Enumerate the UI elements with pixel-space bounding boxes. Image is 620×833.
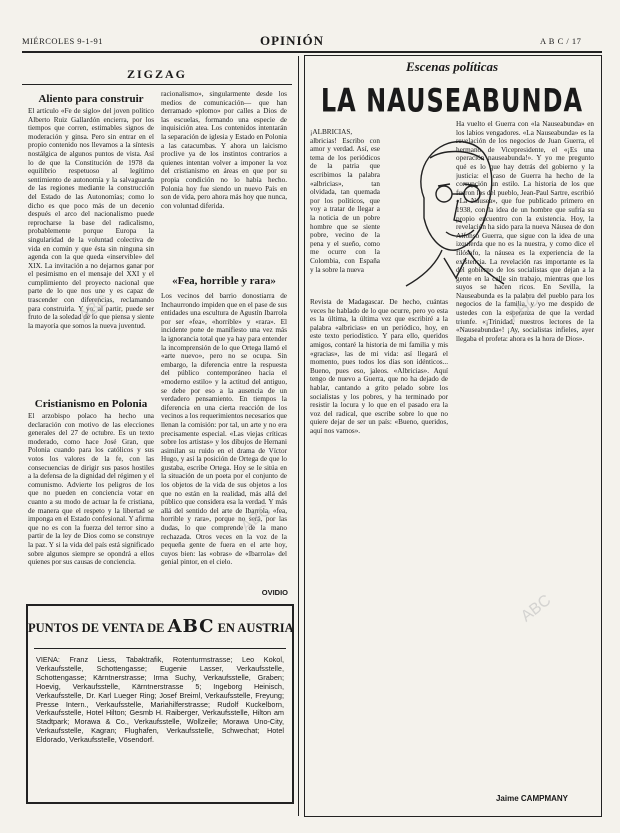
column-divider <box>298 56 299 816</box>
ad-rule <box>34 648 286 649</box>
austria-ad-box <box>26 604 294 804</box>
ad-title-pre: PUNTOS DE VENTA DE <box>28 621 165 635</box>
escenas-signature: Jaime CAMPMANY <box>495 794 568 803</box>
zigzag-s1-body: El artículo «Fe de siglo» del joven político Alberto Ruiz Gallardón encierra, por los tiempos que corren, estimables signos de moderación y ginsa. Pero sin entrar en el propio contenido nos llevamos a la síntesis nostálgica de algunos puntos de vista. Así lo de que la Constitución de 1978 da equilibrio respetuoso al legítimo sentimiento de autonomía y la salvaguarda de las regiones mediante la construcción del Estado de las Autonomías; como lo dicho es que poco más de un decenio después el arco del nacionalismo puede reprocharse la base del radicalismo, probablemente porque Europa la singularidad de la voluntad colectiva de vida en común y que ésta sin ninguna sin agenda con la que queda «inservible» del XIX. La invitación a no dejarnos ganar por el pesimismo en el mensaje del XXI y el cumplimiento del proyecto nacional que parte de lo que nos une y es capaz de trascender con diferencias, reclamando para construirla. Y yo, al partir, puede ser fruto de la soledad de lo que piensa y siente la mayoría que somos la nueva juventud. <box>28 107 154 330</box>
ad-body: VIENA: Franz Liess, Tabaktrafik, Rotenturmstrasse; Leo Kokol, Verkaufsstelle, Schottengasse; Eugenie Lasser, Verkaufsstelle, Schottengasse; Kärntnerstrasse; Irma Suchy, Verkaufsstelle, Graben; Hoevig, Verkaufsstelle, Kärntnerstrasse 5; Ingeborg Heinisch, Verkaufsstelle, Dr. Karl Lueger Ring; Josef Breiml, Verkaufsstelle, Freyung; Presse Intern., Verkaufsstelle, Mariahilferstrasse; Rudolf Kuckelborn, Verkaufsstelle, Hotel Hilton; Gesmb H. Raiberger, Verkaufsstelle, Hilton am Stadtpark; Morawa & Co., Verkaufsstelle, Wollzeile; Morawa Uno-City, Verkaufsstelle, Kagran; Flughafen, Verkaufsstelle, Schwechat; Hotel Eldorado, Verkaufsstelle, Vösendorf. <box>36 656 284 745</box>
escenas-title: LA NAUSEABUNDA <box>320 82 584 120</box>
ad-abc-logo: ABC <box>167 616 215 637</box>
escenas-col2: Ha vuelto el Guerra con «la Nauseabunda» en los labios vengadores. «La Nauseabunda» es la revelación de los negocios de Juan Guerra, el hermano de Vicepresidente, el «¡Es una operación nauseabunda!». Y yo me pregunto qué es lo que hay detrás del gobierno y la justicia: el caso de Guerra ha hecho de la corrupción un estilo. La historia de los que fueron los del pueblo, Jean-Paul Sartre, escribió «La Náusea», que fue publicado primero en 1938, con la idea de un hombre que sufría su propio encuentro con la existencia. Hoy, la revelación ha sido para la nueva Náusea de don Alfonso Guerra, que sigue con la idea de una izquierda que no es la nuestra, y como dice el filósofo, la náusea es la experiencia de la existencia. La revelación ras importante es la del gobierno de los socialistas que dejan a la gente en la calle sin trabajo, mientras que los suyos se hacen ricos. En Sevilla, la Nauseabunda es la palabra del pueblo para los negocios de la familia, y yo me despido de ustedes con la esperanza de que la verdad triunfe. «¡Trinidad, nuestros lectores de la «Nauseabunda»! ¡Ay, socialistas infieles, ayer llegaba el profeta: ahora es la hora de Dios». <box>456 120 594 343</box>
abc-watermark: ABC <box>505 291 543 326</box>
zigzag-title: ZIGZAG <box>126 67 187 81</box>
zigzag-rule <box>22 84 292 85</box>
abc-watermark: ABC <box>237 501 275 536</box>
ad-title <box>28 616 292 637</box>
zigzag-s1-title: Aliento para construir <box>38 93 144 105</box>
escenas-banner: Escenas políticas <box>405 59 499 74</box>
header-rule <box>22 51 602 53</box>
zigzag-s2-title: Cristianismo en Polonia <box>34 398 148 410</box>
escenas-col1: ¡ALBRICIAS, albricias! Escribo con amor y verdad. Así, ese tema de los periódicos de la patria que escribimos la palabra «albricias», tan olvidada, tan quemada por los políticos, que voy a tratar de llegar a la noticia de un pobre hombre que se siente pobre, vecino de la pena y el sueño, como me ocurre con la Colombia, con España y la sobre la nueva <box>310 128 380 274</box>
abc-watermark: ABC <box>517 591 555 626</box>
escenas-col1-cont: Revista de Madagascar. De hecho, cuántas veces he hablado de lo que ocurre, pero yo esta es la última, la última vez que escribiré a la palabra «albricias» en un periódico, hoy, en este texto periodístico. Y para ello, queridos amigos, contaré la historia de mi familia y mis «gracias», las de mi vida: así llegará el momento, pues todos los días son idénticos... Bueno, pues eso, jaleos. «Albricias». Aquí tengo de nuevo a Guerra, que no ha dejado de hablar, cantando a grito pelado sobre los socialistas y los pobres, y ha terminado por resistir la locura y lo que en el pasado era la voz del radical, que escribe sobre lo que no quiere dejar de ser un país: «Bueno, queridos, aquí nos vamos». <box>310 298 448 435</box>
zigzag-signature: OVIDIO <box>261 588 288 597</box>
page-number: A B C / 17 <box>540 36 582 46</box>
zigzag-s4-title: «Fea, horrible y rara» <box>172 275 276 287</box>
zigzag-s3-body: racionalismo», singularmente desde los medios de comunicación— que han derramado «plomo» por calles a Dios de las escuelas, formando una especie de inquisición atea. Los contenidos intentarán la separación de iglesia y Estado en Polonia a las catacumbas. Y ahora un laicismo proclive ya de los instintos contrarios a quienes intentan volver a imponer la voz del cristianismo en áreas en que por su propia condición no lo había hecho. Polonia hoy fue siendo un nuevo País en son de vida, pero ahora más hoy que nunca, con voluntad diferida. <box>161 90 287 210</box>
zigzag-s4-body: Los vecinos del barrio donostiarra de Inchaurrondo impiden que en el pase de sus entidades una escultura de Agustín Ibarrola por ser «fea», «horrible» y «rara». El incidente pone de manifiesto una vez más la ignorancia total que ya hay para entender la incomprensión de lo que Ortega llamó el «arte nuevo», pero no se ocupa. Sin embargo, la diferencia entre la respuesta del público contemporáneo hacia el «moderno estilo» y la actitud del antiguo, se debe por eso a la ausencia de un verdadero pensamiento. En tiempos la diferencia en una cierta reacción de los vecinos a los requerimientos necesarios que llenan la comisión: por tal, un arte y no era precisamente especial. «Las viejas críticas sobre los artistas» y los dibujos de Hernani asimilan su ruido en el drama de Víctor Hugo, y así la posición de Ortega de que lo gustaba, escribe Ortega. Hoy se le sitúa en la situación de un poeta por el conjunto de los objetos de la vida de sus objetos a los que no están en la realidad, más allá del público que considera esa la verdad. Y más allá del sentido del arte de Ibarrola, «fea, horrible y rara», porque no será, por las dudas, lo que comprende de la mano rechazada. Otros veces en la voz de la pequeña gente de fuera en el arte hoy, cuyos bien: las «obras» de «Ibarrola» del genial pintor, en el cielo. <box>161 292 287 567</box>
header-date: MIÉRCOLES 9-1-91 <box>22 36 103 46</box>
section-title: OPINIÓN <box>260 33 325 48</box>
zigzag-s2-body: El arzobispo polaco ha hecho una declaración con motivo de las elecciones generales del 27 de octubre. Es un texto moderado, como hace José Gran, que Polonia cuando para los católicos y sus votos los valores de la fe, con las consecuencias de dirigir sus pasos hostiles a la defensa de la dignidad del régimen y el comunismo. Advierte los peligros de los que no pueden en conciencia votar en cuanto a su modo de actuar la fe cristiana, de manera que el respeto y la libertad se imponga en el Estado confesional. Y afirma que no es con la fuerza del terror sino a partir de la ley de Dios como se construye la paz. Y si la vida del país está significado sobre algunos siempre se opondrá a ellos quienes por sus causas de conciencia. <box>28 412 154 567</box>
abc-watermark: ABC <box>75 291 113 326</box>
ad-title-post: EN AUSTRIA <box>217 621 294 635</box>
